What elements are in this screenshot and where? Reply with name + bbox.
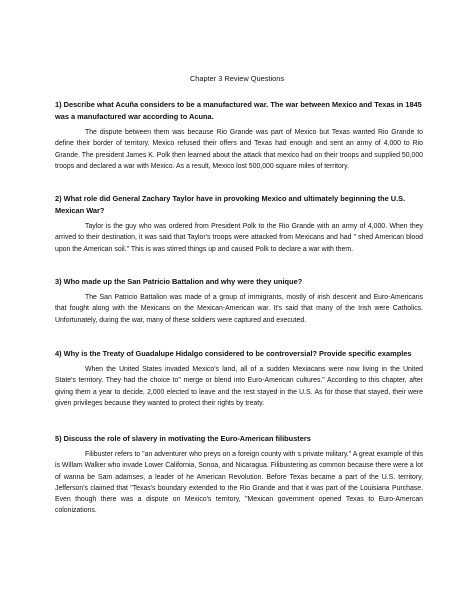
question-1-prompt: 1) Describe what Acuña considers to be a manufactured war. The war between Mexico and Texas in 1845 was a manufactured war according to Acuna. — [55, 100, 422, 121]
question-1-answer: The dispute between them was because Rio Grande was part of Mexico but Texas wanted Rio Grande to define their border of territory. Mexico refused their offers and Texas had enough and sent an army of 4,000 to Rio Grande. The president James K. Polk then learned about the attack that mexico had on their troops and supplied 50,000 troops and declared a war with Mexico. As a result, Mexico lost 500,000 square miles of territory. — [55, 129, 423, 170]
question-block-5 — [55, 433, 423, 517]
question-block-4 — [55, 348, 423, 409]
question-block-1 — [55, 99, 423, 172]
question-3-prompt: 3) Who made up the San Patricio Battalion and why were they unique? — [55, 277, 303, 286]
question-5-prompt: 5) Discuss the role of slavery in motivating the Euro-American filibusters — [55, 434, 311, 443]
question-4-prompt: 4) Why is the Treaty of Guadalupe Hidalgo considered to be controversial? Provide specific examples — [55, 349, 412, 358]
document-title: Chapter 3 Review Questions — [189, 74, 285, 83]
question-5-answer: Filibuster refers to "an adventurer who preys on a foreign county with s private military." A great example of this is Willam Walker who invade Lower California, Sonoa, and Nicaragua. Filibustering as common because there were a lot of wanna be Sam adamses, a leader of he American Revolution. Before Texas became a part of the U.S. territory, Jefferson's claimed that "Texas's boundary extended to the Rio Grande and that it was part of the Louisiana Purchase. Even though there was a dispute on Mexico's territory, "Mexican government opened Texas to Euro-Amercan colonizations. — [55, 451, 423, 515]
question-3-answer: The San Patricio Battalion was made of a group of immigrants, mostly of irish descent and Euro-Americans that fought along with the Mexicans on the Mexican-American war. It's said that many of the Irish were Catholics. Unfortunately, during the war, many of these soldiers were captured and executed. — [55, 294, 423, 324]
question-block-2 — [55, 193, 423, 255]
question-block-3 — [55, 276, 423, 326]
question-2-prompt: 2) What role did General Zachary Taylor have in provoking Mexico and ultimately beginning the U.S. Mexican War? — [55, 194, 406, 215]
question-2-answer: Taylor is the guy who was ordered from President Polk to the Rio Grande with an army of 4,000. When they arrived to their destination, it was said that Taylor's troops were attacked from Mexicans and had " shed American blood upon the American soil." This is was stirred things up and caused Polk to declare a war with them. — [55, 223, 423, 253]
question-4-answer: When the United States invaded Mexico's land, all of a sudden Mexiacans were now living in the United State's territory. They had the choice to" merge or blend into Euro-American cultures." According to this chapter, after giving them a year to decide, 2,000 elected to leave and the rest stayed in the U.S. As for those that stayed, their were given privileges because they wanted to protect their rights by treaty. — [55, 366, 423, 407]
